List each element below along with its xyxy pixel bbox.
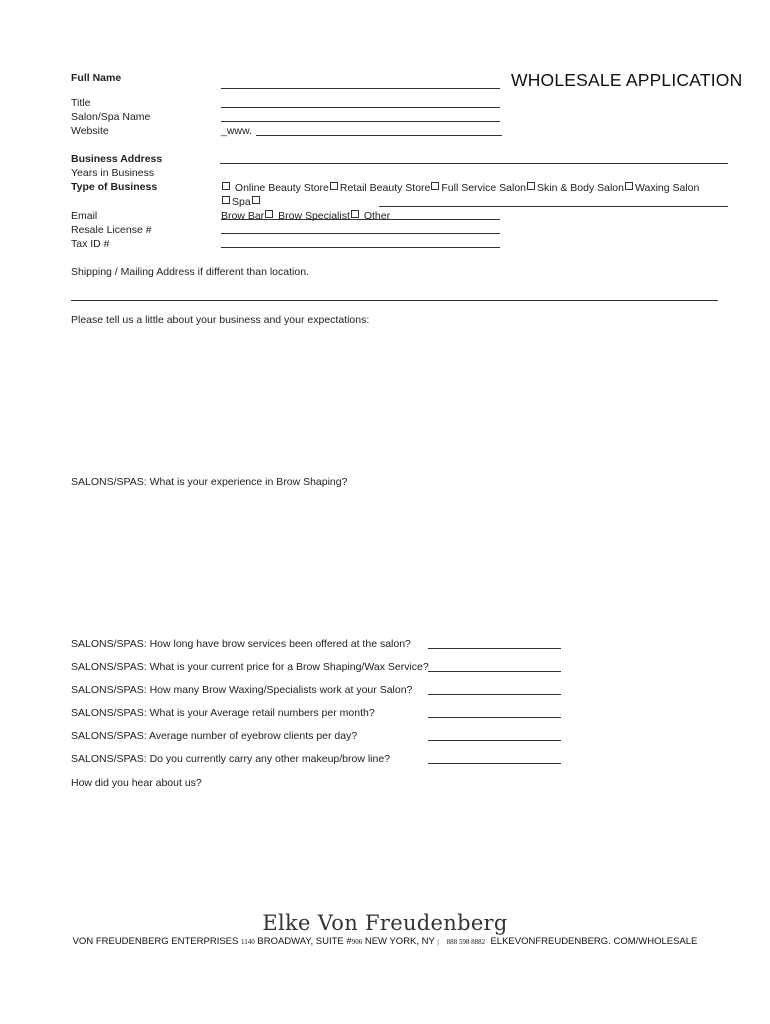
- type-of-business-label: Type of Business: [71, 181, 158, 193]
- option-brow-specialist[interactable]: [278, 210, 361, 222]
- full-name-label: Full Name: [71, 72, 122, 84]
- business-address-label: Business Address: [71, 153, 163, 165]
- shipping-address-label: Shipping / Mailing Address if different than location.: [71, 266, 309, 278]
- full-name-field[interactable]: [221, 88, 500, 89]
- checkbox-icon[interactable]: [431, 182, 439, 190]
- shipping-address-field[interactable]: [71, 300, 718, 301]
- checkbox-icon[interactable]: [351, 210, 359, 218]
- footer-city: NEW YORK, NY: [364, 936, 435, 947]
- footer-company: VON FREUDENBERG ENTERPRISES: [72, 936, 239, 947]
- about-business-answer-area[interactable]: [71, 336, 718, 466]
- title-label: Title: [71, 97, 91, 109]
- brow-shaping-experience-answer-area[interactable]: [71, 496, 718, 626]
- option-label: Other: [363, 210, 391, 222]
- option-label: Full Service Salon: [441, 182, 526, 194]
- resale-license-label: Resale License #: [71, 224, 152, 236]
- title-field[interactable]: [221, 107, 500, 108]
- checkbox-icon[interactable]: [625, 182, 633, 190]
- other-brow-line-field[interactable]: [428, 763, 561, 764]
- tax-id-label: Tax ID #: [71, 238, 110, 250]
- question-other-brow-line: SALONS/SPAS: Do you currently carry any other makeup/brow line?: [71, 753, 391, 765]
- option-online-beauty-store[interactable]: [221, 182, 329, 194]
- option-label: Brow Bar: [221, 210, 265, 222]
- question-brow-service-price: SALONS/SPAS: What is your current price for a Brow Shaping/Wax Service?: [71, 661, 429, 673]
- footer-address: [0, 936, 770, 947]
- footer-suite: 906: [351, 938, 363, 946]
- retail-numbers-field[interactable]: [428, 717, 561, 718]
- checkbox-icon[interactable]: [252, 196, 260, 204]
- footer-phone: 888 598 8882: [446, 938, 486, 946]
- checkbox-icon[interactable]: [330, 182, 338, 190]
- website-label: Website: [71, 125, 109, 137]
- page-title: WHOLESALE APPLICATION: [511, 70, 743, 90]
- checkbox-icon[interactable]: [265, 210, 273, 218]
- question-how-heard: How did you hear about us?: [71, 777, 202, 789]
- option-label: Waxing Salon: [634, 182, 700, 194]
- how-heard-answer-area[interactable]: [71, 795, 718, 895]
- resale-license-field[interactable]: [221, 233, 500, 234]
- option-full-service-salon[interactable]: [430, 182, 526, 194]
- other-business-type-field[interactable]: [379, 206, 728, 207]
- brow-shaping-experience-label: SALONS/SPAS: What is your experience in Brow Shaping?: [71, 476, 348, 488]
- option-skin-body-salon[interactable]: [526, 182, 624, 194]
- option-label: Skin & Body Salon: [537, 182, 624, 194]
- question-eyebrow-clients: SALONS/SPAS: Average number of eyebrow clients per day?: [71, 730, 358, 742]
- option-waxing-salon[interactable]: [624, 182, 699, 194]
- years-in-business-label: Years in Business: [71, 167, 155, 179]
- email-label: Email: [71, 210, 98, 222]
- question-retail-numbers: SALONS/SPAS: What is your Average retail numbers per month?: [71, 707, 375, 719]
- option-label: Brow Specialist: [278, 210, 350, 222]
- website-prefix: _www.: [221, 125, 252, 137]
- footer-address-number: 1140: [240, 938, 255, 946]
- checkbox-icon[interactable]: [222, 196, 230, 204]
- checkbox-icon[interactable]: [527, 182, 535, 190]
- business-type-options: [221, 181, 731, 223]
- question-specialists-count: SALONS/SPAS: How many Brow Waxing/Specialists work at your Salon?: [71, 684, 413, 696]
- footer-street: BROADWAY, SUITE #: [257, 936, 352, 947]
- option-label: Online Beauty Store: [234, 182, 329, 194]
- brow-service-price-field[interactable]: [428, 671, 561, 672]
- option-label: Retail Beauty Store: [339, 182, 431, 194]
- website-field[interactable]: [256, 135, 502, 136]
- footer-website: ELKEVONFREUDENBERG. COM/WHOLESALE: [490, 936, 698, 947]
- salon-spa-name-field[interactable]: [221, 121, 500, 122]
- option-label: Spa: [232, 196, 251, 208]
- brow-services-duration-field[interactable]: [428, 648, 561, 649]
- option-spa[interactable]: [221, 196, 262, 208]
- option-other[interactable]: [364, 210, 390, 222]
- specialists-count-field[interactable]: [428, 694, 561, 695]
- option-retail-beauty-store[interactable]: [329, 182, 430, 194]
- option-brow-bar[interactable]: [221, 210, 275, 222]
- question-brow-services-duration: SALONS/SPAS: How long have brow services been offered at the salon?: [71, 638, 411, 650]
- business-address-field[interactable]: [220, 163, 728, 164]
- footer-separator: |: [437, 938, 439, 946]
- eyebrow-clients-field[interactable]: [428, 740, 561, 741]
- about-business-label: Please tell us a little about your business and your expectations:: [71, 314, 370, 326]
- brand-logo: Elke Von Freudenberg: [262, 911, 508, 935]
- tax-id-field[interactable]: [221, 247, 500, 248]
- checkbox-icon[interactable]: [222, 182, 230, 190]
- salon-spa-name-label: Salon/Spa Name: [71, 111, 151, 123]
